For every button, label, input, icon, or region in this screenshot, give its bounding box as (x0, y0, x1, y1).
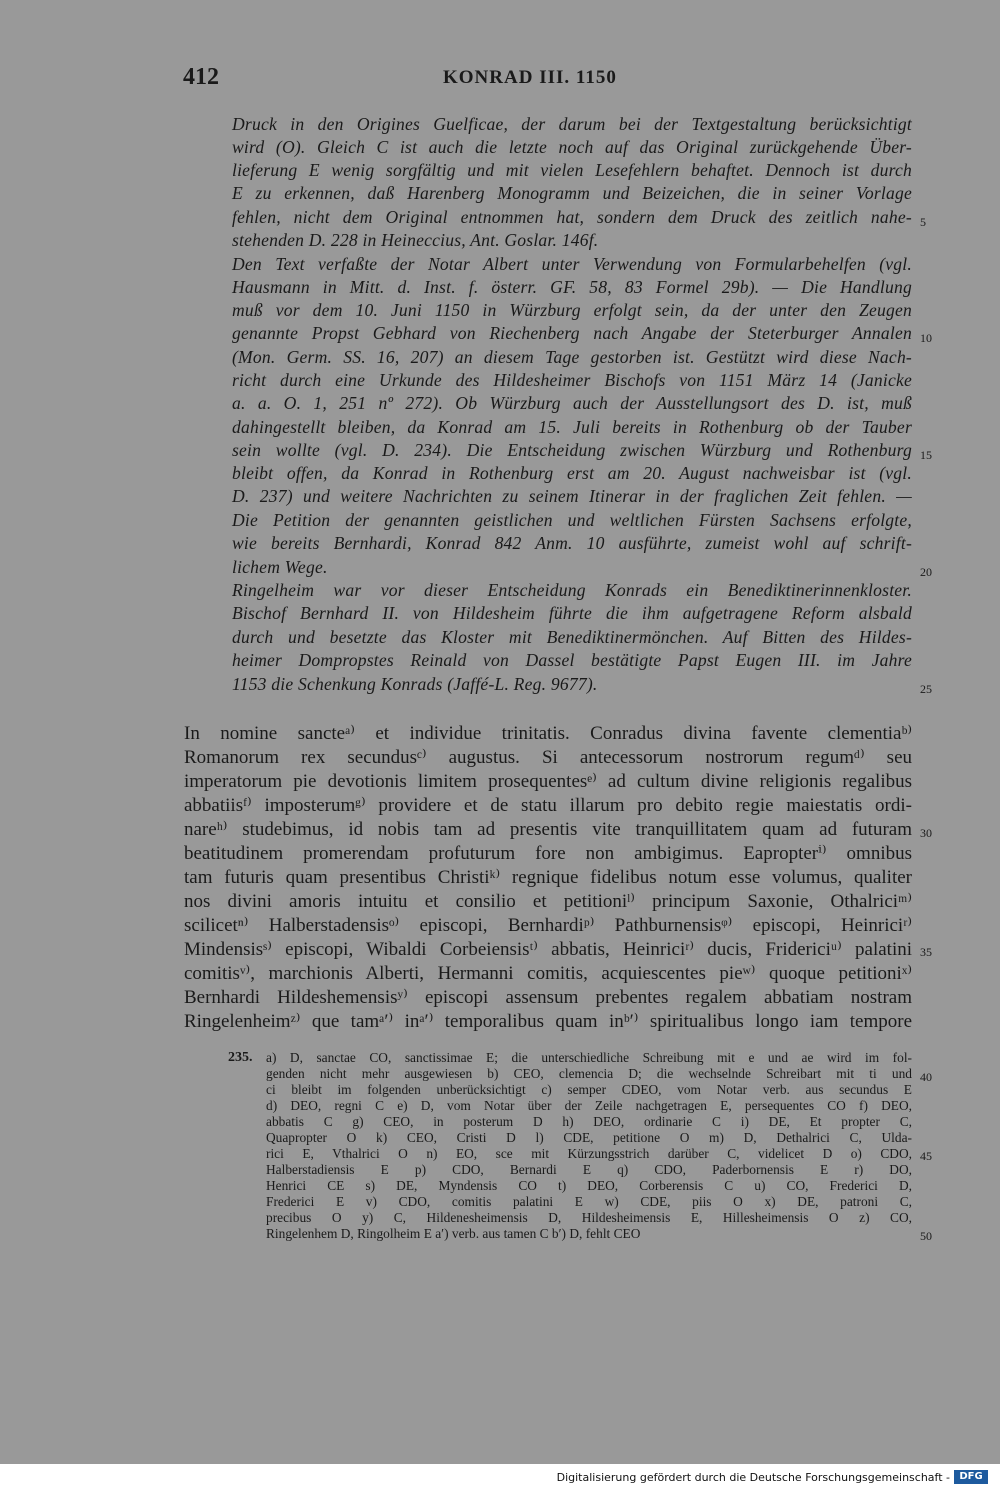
intro-line: fehlen, nicht dem Original entnommen hat, sondern dem Druck des zeitlich nahe- (232, 207, 912, 227)
intro-line: stehenden D. 228 in Heineccius, Ant. Goslar. 146f. (232, 230, 599, 250)
charter-line: scilicetⁿ⁾ Halberstadensisᵒ⁾ episcopi, Bernhardiᵖ⁾ Pathburnensisᵠ⁾ episcopi, Heinriciʳ⁾ (184, 915, 912, 936)
intro-line: muß vor dem 10. Juni 1150 in Würzburg erfolgt sein, da der unter den Zeugen (232, 300, 912, 320)
charter-line: nos divini amoris intuitu et consilio et petitioniˡ⁾ principum Saxonie, Othalriciᵐ⁾ (184, 891, 912, 912)
note-line: genden nicht mehr ausgewiesen b) CEO, clemencia D; die wechselnde Schreibart mit ti und (266, 1066, 912, 1081)
intro-line: bleibt offen, da Konrad in Rothenburg erst am 20. August nachweisbar ist (vgl. (232, 463, 912, 483)
note-line: Frederici E v) CDO, comitis palatini E w) CDE, piis O x) DE, patroni C, (266, 1194, 912, 1209)
line-number: 20 (920, 565, 932, 579)
note-line: Ringelenhem D, Ringolheim E a′) verb. aus tamen C b′) D, fehlt CEO (266, 1226, 641, 1241)
line-number: 50 (920, 1229, 932, 1243)
line-number: 15 (920, 448, 932, 462)
intro-line: 1153 die Schenkung Konrads (Jaffé-L. Reg. 9677). (232, 674, 598, 694)
intro-line: Hausmann in Mitt. d. Inst. f. österr. GF. 58, 83 Formel 29b). — Die Handlung (232, 277, 912, 297)
note-line: precibus O y) C, Hildenesheimensis D, Hildesheimensis E, Hillesheimensis O z) CO, (266, 1210, 912, 1225)
intro-line: richt durch eine Urkunde des Hildesheimer Bischofs von 1151 März 14 (Janicke (232, 370, 912, 390)
intro-line: durch und besetzte das Kloster mit Benediktinermönchen. Auf Bitten des Hildes- (232, 627, 912, 647)
charter-line: beatitudinem promerendam profuturum fore non ambigimus. Eapropterⁱ⁾ omnibus (184, 843, 912, 864)
note-line: rici E, Vthalrici O n) EO, sce mit Kürzungsstrich darüber C, videlicet D o) CDO, (266, 1146, 912, 1161)
note-line: ci bleibt im folgenden unberücksichtigt c) semper CDEO, vom Notar verb. aus secundus E (266, 1082, 912, 1097)
charter-line: In nomine sancteᵃ⁾ et individue trinitatis. Conradus divina favente clementiaᵇ⁾ (184, 723, 912, 744)
charter-line: nareʰ⁾ studebimus, id nobis tam ad presentis vite tranquillitatem quam ad futuram (184, 819, 912, 840)
line-number: 5 (920, 215, 926, 229)
intro-line: genannte Propst Gebhard von Riechenberg nach Angabe der Steterburger Annalen (232, 323, 912, 343)
document-number: 235. (228, 1050, 253, 1065)
intro-line: wie bereits Bernhardi, Konrad 842 Anm. 10 ausführte, zumeist wohl auf schrift- (232, 533, 912, 553)
dfg-logo-icon[interactable]: DFG (954, 1470, 988, 1484)
intro-line: lieferung E wenig sorgfältig und mit vielen Lesefehlern behaftet. Dennoch ist durch (232, 160, 912, 180)
intro-line: D. 237) und weitere Nachrichten zu seinem Itinerar in der fraglichen Zeit fehlen. — (232, 486, 912, 506)
intro-line: dahingestellt bleiben, da Konrad am 15. Juli bereits in Rothenburg ob der Tauber (232, 417, 912, 437)
intro-line: Ringelheim war vor dieser Entscheidung Konrads ein Benediktinerinnenkloster. (232, 580, 912, 600)
intro-line: a. a. O. 1, 251 nº 272). Ob Würzburg auch der Ausstellungsort des D. ist, muß (232, 393, 912, 413)
intro-line: sein wollte (vgl. D. 234). Die Entscheidung zwischen Würzburg und Rothenburg (232, 440, 912, 460)
page-number: 412 (183, 64, 219, 90)
note-line: Henrici CE s) DE, Myndensis CO t) DEO, Corberensis C u) CO, Frederici D, (266, 1178, 912, 1193)
line-number: 35 (920, 945, 932, 959)
charter-line: Romanorum rex secundusᶜ⁾ augustus. Si antecessorum nostrorum regumᵈ⁾ seu (184, 747, 912, 768)
intro-line: wird (O). Gleich C ist auch die letzte noch auf das Original zurückgehende Über- (232, 137, 912, 157)
line-number: 30 (920, 826, 932, 840)
footer-bar (0, 1464, 1000, 1491)
intro-line: Bischof Bernhard II. von Hildesheim führte die ihm aufgetragene Reform alsbald (232, 603, 912, 623)
charter-line: abbatiisᶠ⁾ imposterumᵍ⁾ providere et de statu illarum pro debito regie maiestatis ordi- (184, 795, 912, 816)
intro-line: Die Petition der genannten geistlichen und weltlichen Fürsten Sachsens erfolgte, (232, 510, 912, 530)
charter-line: comitisᵛ⁾, marchionis Alberti, Hermanni comitis, acquiescentes pieʷ⁾ quoque petitioniˣ⁾ (184, 963, 912, 984)
line-number: 40 (920, 1070, 932, 1084)
note-line: abbatis C g) CEO, in posterum D h) DEO, ordinarie C i) DE, Et propter C, (266, 1114, 912, 1129)
intro-line: Druck in den Origines Guelficae, der darum bei der Textgestaltung berücksichtigt (232, 114, 912, 134)
charter-line: Ringelenheimᶻ⁾ que tamᵃ′⁾ inᵃ′⁾ temporalibus quam inᵇ′⁾ spiritualibus longo iam tempore (184, 1011, 912, 1032)
funding-notice: Digitalisierung gefördert durch die Deutsche Forschungsgemeinschaft - (556, 1471, 950, 1484)
intro-line: E zu erkennen, daß Harenberg Monogramm und Beizeichen, die in seiner Vorlage (232, 183, 912, 203)
note-line: d) DEO, regni C e) D, vom Notar über der Zeile nachgetragen E, persequentes CO f) DEO, (266, 1098, 912, 1113)
line-number: 25 (920, 682, 932, 696)
intro-line: heimer Dompropstes Reinald von Dassel bestätigte Papst Eugen III. im Jahre (232, 650, 912, 670)
running-title: KONRAD III. 1150 (443, 67, 617, 88)
note-line: Halberstadiensis E p) CDO, Bernardi E q) CDO, Paderbornensis E r) DO, (266, 1162, 912, 1177)
note-line: Quapropter O k) CEO, Cristi D l) CDE, petitione O m) D, Dethalrici C, Ulda- (266, 1130, 912, 1145)
charter-line: tam futuris quam presentibus Christiᵏ⁾ regnique fidelibus notum esse volumus, qualiter (184, 867, 912, 888)
charter-line: Mindensisˢ⁾ episcopi, Wibaldi Corbeiensisᵗ⁾ abbatis, Heinriciʳ⁾ ducis, Fridericiᵘ⁾ palatini (184, 939, 912, 960)
line-number: 45 (920, 1149, 932, 1163)
line-number: 10 (920, 331, 932, 345)
charter-line: Bernhardi Hildeshemensisʸ⁾ episcopi assensum prebentes regalem abbatiam nostram (184, 987, 912, 1008)
charter-line: imperatorum pie devotionis limitem prosequentesᵉ⁾ ad cultum divine religionis regalibus (184, 771, 912, 792)
intro-line: lichem Wege. (232, 557, 328, 577)
intro-line: Den Text verfaßte der Notar Albert unter Verwendung von Formularbehelfen (vgl. (232, 254, 912, 274)
intro-line: (Mon. Germ. SS. 16, 207) an diesem Tage gestorben ist. Gestützt wird diese Nach- (232, 347, 912, 367)
note-line: a) D, sanctae CO, sanctissimae E; die unterschiedliche Schreibung mit e und ae wird im fol- (266, 1050, 912, 1065)
